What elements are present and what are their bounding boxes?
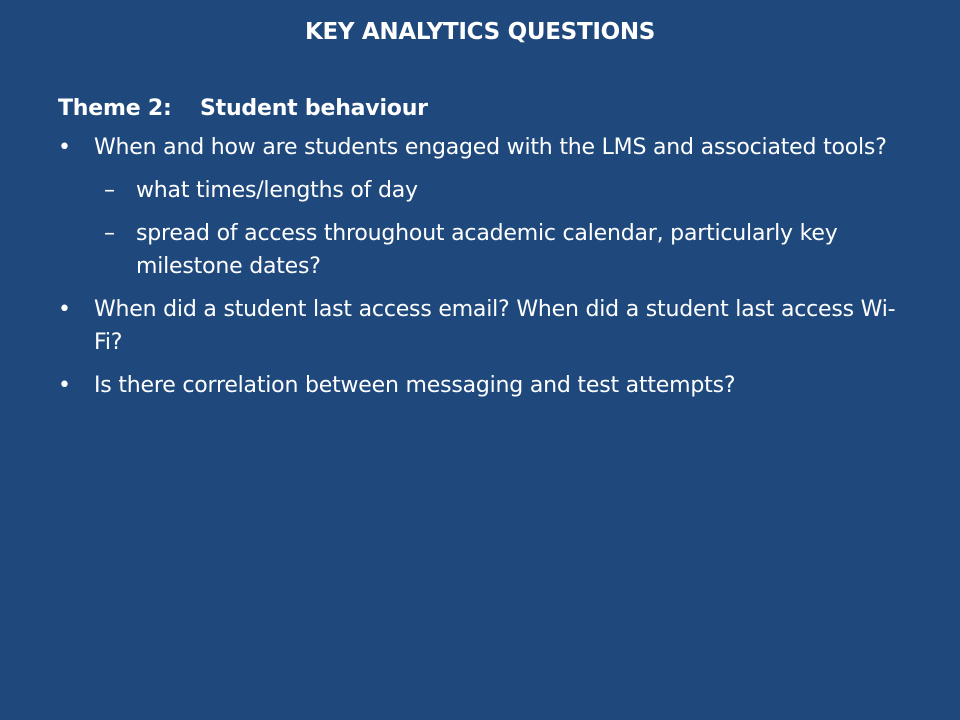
bullet-text: When did a student last access email? When did a student last access Wi-Fi? xyxy=(94,297,896,355)
theme-heading xyxy=(58,92,918,125)
dash-marker: – xyxy=(104,178,115,203)
bullet-marker: • xyxy=(58,297,71,322)
sub-bullet-item xyxy=(58,174,918,207)
slide-content xyxy=(58,92,918,412)
theme-name: Student behaviour xyxy=(200,96,428,121)
theme-label: Theme 2: xyxy=(58,96,172,121)
dash-marker: – xyxy=(104,221,115,246)
bullet-item xyxy=(58,293,918,359)
slide-title: KEY ANALYTICS QUESTIONS xyxy=(304,19,656,45)
bullet-text: Is there correlation between messaging and test attempts? xyxy=(94,373,736,398)
sub-bullet-text: spread of access throughout academic calendar, particularly key milestone dates? xyxy=(136,221,838,279)
bullet-item xyxy=(58,131,918,164)
bullet-text: When and how are students engaged with the LMS and associated tools? xyxy=(94,135,887,160)
bullet-item xyxy=(58,369,918,402)
sub-bullet-text: what times/lengths of day xyxy=(136,178,418,203)
bullet-marker: • xyxy=(58,135,71,160)
bullet-marker: • xyxy=(58,373,71,398)
sub-bullet-item xyxy=(58,217,918,283)
